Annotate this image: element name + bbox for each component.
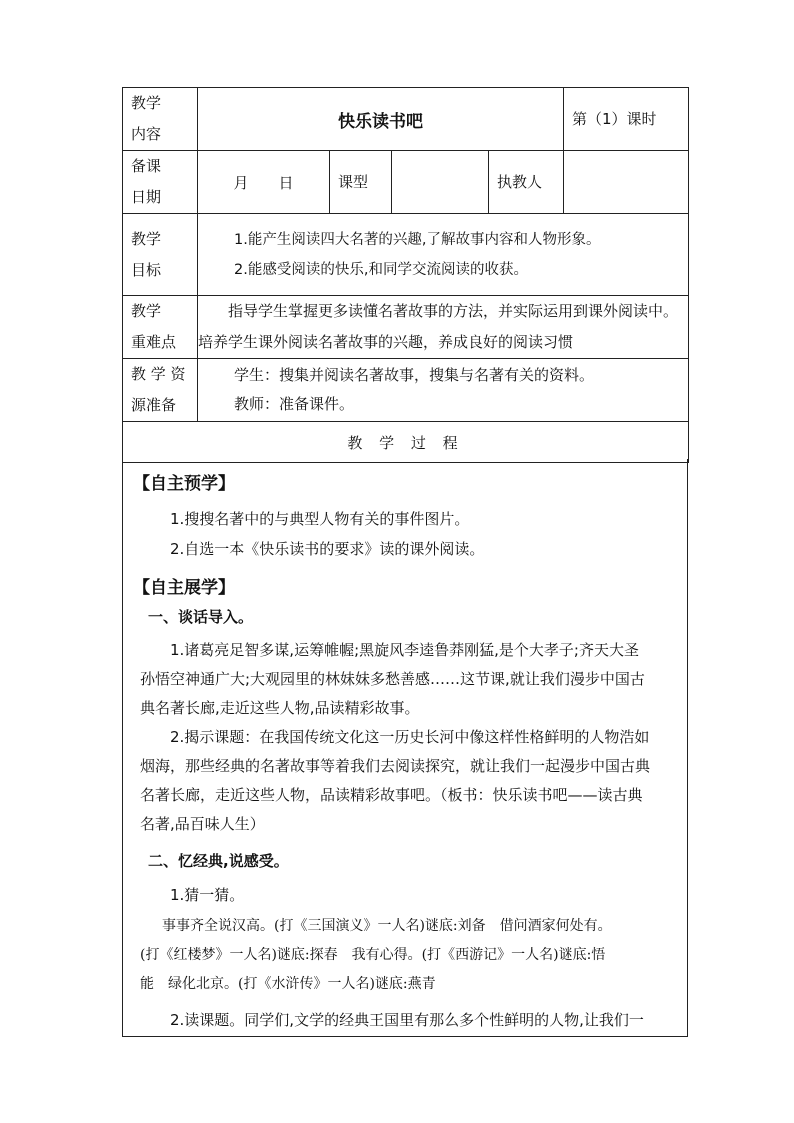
paragraph-3: 2.读课题。同学们,文学的经典王国里有那么多个性鲜明的人物,让我们一 — [170, 1011, 644, 1029]
guess-label: 1.猜一猜。 — [170, 886, 245, 904]
part1-title: 一、谈话导入。 — [148, 608, 254, 626]
row-goals — [123, 214, 689, 296]
lesson-info-table — [122, 87, 689, 463]
lesson-title: 快乐读书吧 — [198, 88, 564, 151]
label-teacher: 执教人 — [489, 151, 564, 214]
paragraph-1: 1.诸葛亮足智多谋,运筹帷幄;黑旋风李逵鲁莽刚猛,是个大孝子;齐天大圣 孙悟空神通广大;大观园里的林妹妹多愁善感……这节课,就让我们漫步中国古 典名著长廊,走近这些人物,品读精彩故事。 — [140, 641, 645, 717]
row-date — [123, 151, 689, 214]
label-type: 课型 — [330, 151, 392, 214]
label-resources: 教 学 资 源准备 — [123, 359, 198, 422]
difficulty-content: 指导学生掌握更多读懂名著故事的方法，并实际运用到课外阅读中。培养学生课外阅读名著故事的兴趣，养成良好的阅读习惯 — [198, 296, 689, 359]
resources-content — [198, 359, 689, 422]
label-goals: 教学 目标 — [123, 214, 198, 296]
goal-item: 1.能产生阅读四大名著的兴趣,了解故事内容和人物形象。 — [234, 231, 601, 248]
label-content: 教学 内容 — [123, 88, 198, 151]
goals-content — [198, 214, 689, 296]
process-title: 教 学 过 程 — [123, 422, 689, 463]
row-resources — [123, 359, 689, 422]
label-date: 备课 日期 — [123, 151, 198, 214]
goal-item: 2.能感受阅读的快乐,和同学交流阅读的收获。 — [234, 261, 528, 278]
teacher-value — [564, 151, 689, 214]
lesson-period: 第（1）课时 — [564, 88, 689, 151]
expand-heading: 【自主展学】 — [133, 578, 235, 598]
preview-heading: 【自主预学】 — [133, 474, 235, 494]
row-process — [123, 422, 689, 463]
preview-item: 1.搜搜名著中的与典型人物有关的事件图片。 — [170, 510, 470, 528]
riddles: 事事齐全说汉高。(打《三国演义》一人名)谜底:刘备 借问酒家何处有。 (打《红楼梦》一人名)谜底:探春 我有心得。(打《西游记》一人名)谜底:悟 能 绿化北京。(打《水浒传》一人名)谜底:燕青 — [140, 918, 612, 992]
row-difficulty — [123, 296, 689, 359]
resource-item: 学生：搜集并阅读名著故事，搜集与名著有关的资料。 — [234, 366, 595, 384]
preview-item: 2.自选一本《快乐读书的要求》读的课外阅读。 — [170, 540, 485, 558]
label-difficulty: 教学 重难点 — [123, 296, 198, 359]
part2-title: 二、忆经典,说感受。 — [148, 852, 289, 870]
row-content — [123, 88, 689, 151]
paragraph-2: 2.揭示课题：在我国传统文化这一历史长河中像这样性格鲜明的人物浩如 烟海，那些经典的名著故事等着我们去阅读探究，就让我们一起漫步中国古典 名著长廊，走近这些人物，品读精彩故事吧。（板书：快乐读书吧——读古典 名著,品百味人生） — [140, 728, 651, 833]
date-value: 月 日 — [198, 151, 330, 214]
type-value — [392, 151, 489, 214]
resource-item: 教师：准备课件。 — [234, 395, 355, 413]
